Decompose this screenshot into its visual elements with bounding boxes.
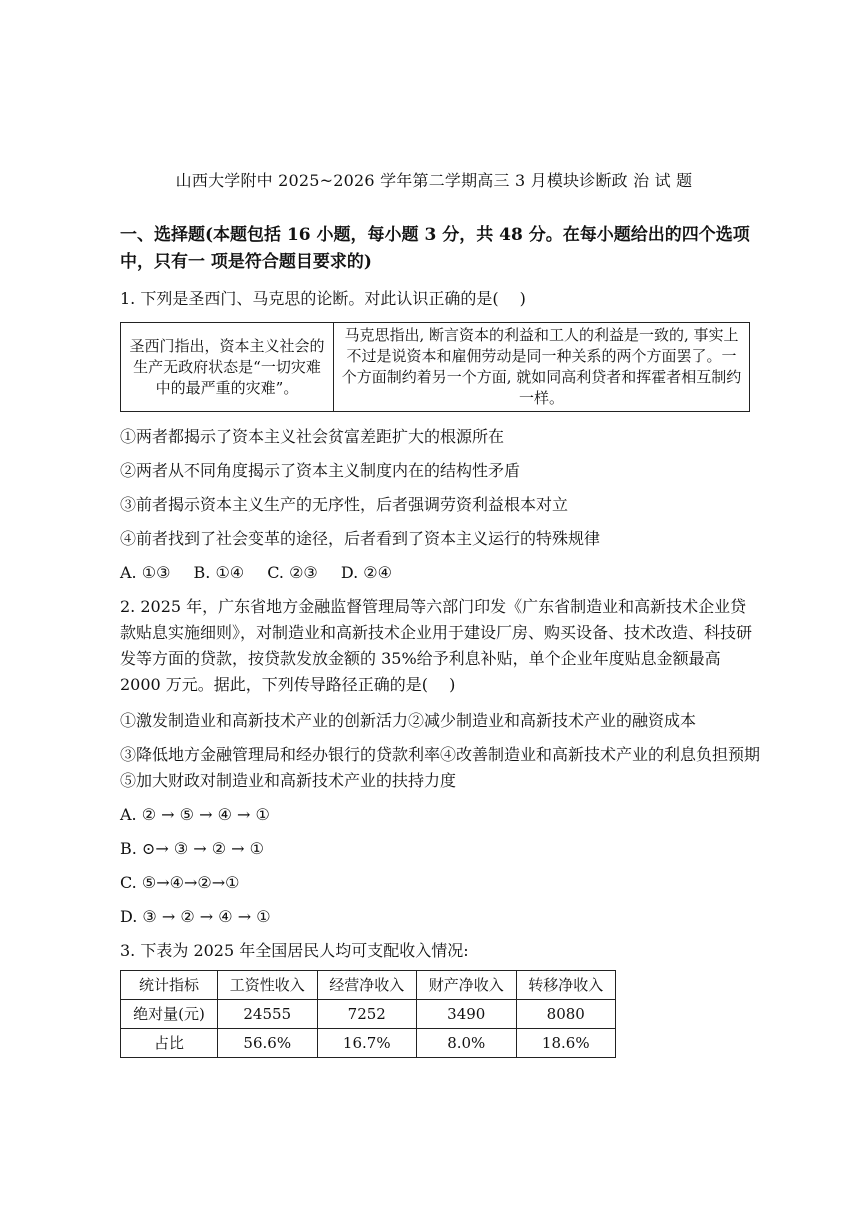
cell-value: 7252 (317, 1000, 417, 1029)
question-2-choice-d: D. ③ → ② → ④ → ① (120, 907, 271, 926)
choice-b: B. ①④ (193, 563, 245, 582)
question-2-options-line-2: ③降低地方金融管理局和经办银行的贷款利率④改善制造业和高新技术产业的利息负担预期 ⑤加大财政对制造业和高新技术产业的扶持力度 (120, 745, 761, 790)
header-indicator: 统计指标 (121, 971, 218, 1000)
cell-value: 24555 (218, 1000, 318, 1029)
question-2-choice-a: A. ② → ⑤ → ④ → ① (120, 805, 270, 824)
cell-value: 8.0% (417, 1029, 517, 1058)
cell-value: 16.7% (317, 1029, 417, 1058)
header-property-income: 财产净收入 (417, 971, 517, 1000)
quote-marx: 马克思指出, 断言资本的利益和工人的利益是一致的, 事实上不过是说资本和雇佣劳动是同一种关系的两个方面罢了。一个方面制约着另一个方面, 就如同高利贷者和挥霍者相互制约一样。 (334, 323, 750, 412)
question-3-stem: 3. 下表为 2025 年全国居民人均可支配收入情况: (120, 941, 469, 960)
question-2-choice-c: C. ⑤→④→②→① (120, 873, 240, 892)
row-label-absolute: 绝对量(元) (121, 1000, 218, 1029)
question-1-quote-table (120, 322, 750, 412)
table-row (121, 1029, 616, 1058)
income-table-header-row (121, 971, 616, 1000)
question-1-option-2: ②两者从不同角度揭示了资本主义制度内在的结构性矛盾 (120, 461, 521, 480)
question-2-stem: 2. 2025 年，广东省地方金融监督管理局等六部门印发《广东省制造业和高新技术企业贷款贴息实施细则》，对制造业和高新技术企业用于建设厂房、购买设备、技术改造、科技研发等方面的贷款，按贷款发放金额的 35%给予利息补贴，单个企业年度贴息金额最高 2000 万元。据此，下列传导路径正确的是( ) (120, 597, 753, 694)
question-1-option-3: ③前者揭示资本主义生产的无序性，后者强调劳资利益根本对立 (120, 495, 569, 514)
cell-value: 56.6% (218, 1029, 318, 1058)
income-table (120, 970, 616, 1058)
question-1-option-1: ①两者都揭示了资本主义社会贫富差距扩大的根源所在 (120, 427, 505, 446)
choice-a: A. ①③ (120, 563, 171, 582)
question-1-choices (120, 560, 760, 586)
cell-value: 3490 (417, 1000, 517, 1029)
quote-saint-simon: 圣西门指出，资本主义社会的生产无政府状态是“一切灾难中的最严重的灾难”。 (121, 323, 334, 412)
choice-d: D. ②④ (340, 563, 392, 582)
section-heading (120, 222, 760, 276)
question-2-options-line-1: ①激发制造业和高新技术产业的创新活力②减少制造业和高新技术产业的融资成本 (120, 711, 697, 730)
question-2-choice-b: B. ⊙→ ③ → ② → ① (120, 839, 265, 858)
cell-value: 8080 (516, 1000, 616, 1029)
table-row (121, 1000, 616, 1029)
choice-c: C. ②③ (267, 563, 318, 582)
section-heading-line-2: 中，只有一 项是符合题目要求的) (120, 252, 372, 272)
header-business-income: 经营净收入 (317, 971, 417, 1000)
exam-content (120, 222, 760, 1058)
section-heading-line-1: 一、选择题(本题包括 16 小题，每小题 3 分，共 48 分。在每小题给出的四个选项 (120, 225, 750, 245)
question-1-stem: 1. 下列是圣西门、马克思的论断。对此认识正确的是( ) (120, 289, 526, 308)
page-title: 山西大学附中 2025~2026 学年第二学期高三 3 月模块诊断政 治 试 题 (175, 171, 693, 190)
header-transfer-income: 转移净收入 (516, 971, 616, 1000)
header-wage-income: 工资性收入 (218, 971, 318, 1000)
row-label-share: 占比 (121, 1029, 218, 1058)
question-1-option-4: ④前者找到了社会变革的途径，后者看到了资本主义运行的特殊规律 (120, 529, 601, 548)
cell-value: 18.6% (516, 1029, 616, 1058)
